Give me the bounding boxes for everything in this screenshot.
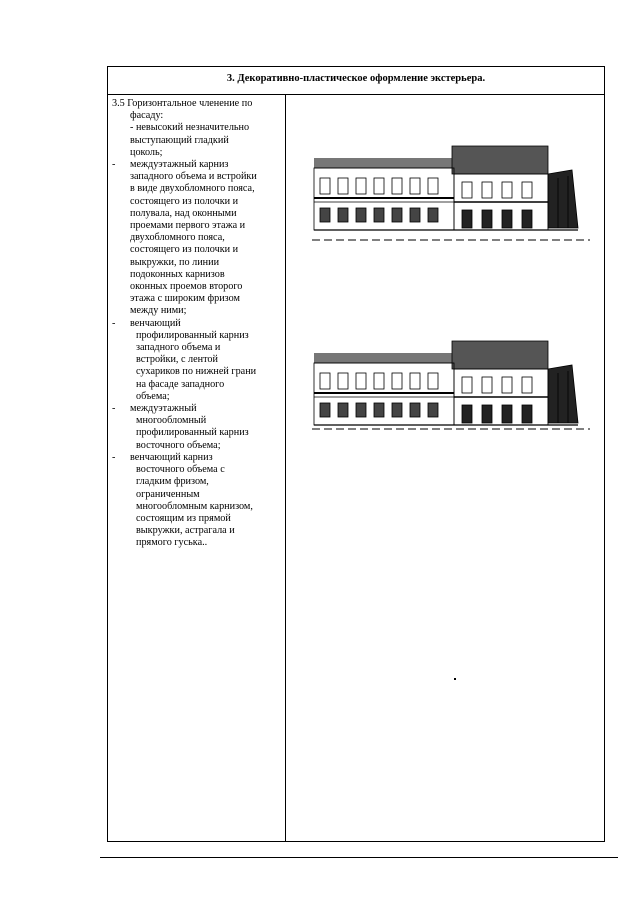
description-column [112,98,284,550]
text-line: этажа с широким фризом [130,293,240,305]
list-item: - венчающий [112,317,181,329]
speck [454,678,456,680]
text-line: западного объема и встройки [130,171,257,183]
text-line: западного объема и [136,342,221,354]
text-line: восточного объема; [136,439,221,451]
facade-drawing-top [312,140,592,245]
text-line: в виде двухобломного пояса, [130,183,255,195]
text-line: гладким фризом, [136,476,209,488]
section-title: 3. Декоративно-пластическое оформление экстерьера. [108,67,604,95]
list-item: - междуэтажный [112,403,197,415]
text-line: выкружки, астрагала и [136,525,235,537]
list-item: - венчающий карниз [112,451,213,463]
text-line: восточного объема с [136,464,225,476]
text-line: на фасаде западного [136,378,225,390]
text-line: ограниченным [136,488,200,500]
text-line: встройки, с лентой [136,354,218,366]
text-line: между ними; [130,305,187,317]
text-line: полувала, над оконными [130,207,237,219]
text-line: фасаду: [130,110,164,122]
text-line: подоконных карнизов [130,268,225,280]
list-item: - междуэтажный карниз [112,159,229,171]
text-line: состоящим из прямой [136,512,231,524]
text-line: выступающий гладкий [130,134,229,146]
text-line: проемами первого этажа и [130,220,246,232]
text-line: состоящего из полочки и [130,195,239,207]
text-line: профилированный карниз [136,427,249,439]
text-line: оконных проемов второго [130,281,243,293]
text-line: многообломным карнизом, [136,500,253,512]
text-line: 3.5 Горизонтальное членение по [112,98,253,109]
text-line: сухариков по нижней грани [136,366,257,378]
footer-rule [100,857,618,858]
text-line: выкружки, по линии [130,256,220,268]
text-line: профилированный карниз [136,329,249,341]
facade-drawing-bottom [312,335,592,440]
text-line: цоколь; [130,146,163,158]
text-line: многообломный [136,415,207,427]
text-line: прямого гуська.. [136,537,208,549]
text-line: двухобломного пояса, [130,232,225,244]
text-line: объема; [136,390,170,402]
text-line: состоящего из полочки и [130,244,239,256]
column-divider [285,94,286,841]
text-line: - невысокий незначительно [130,122,250,134]
